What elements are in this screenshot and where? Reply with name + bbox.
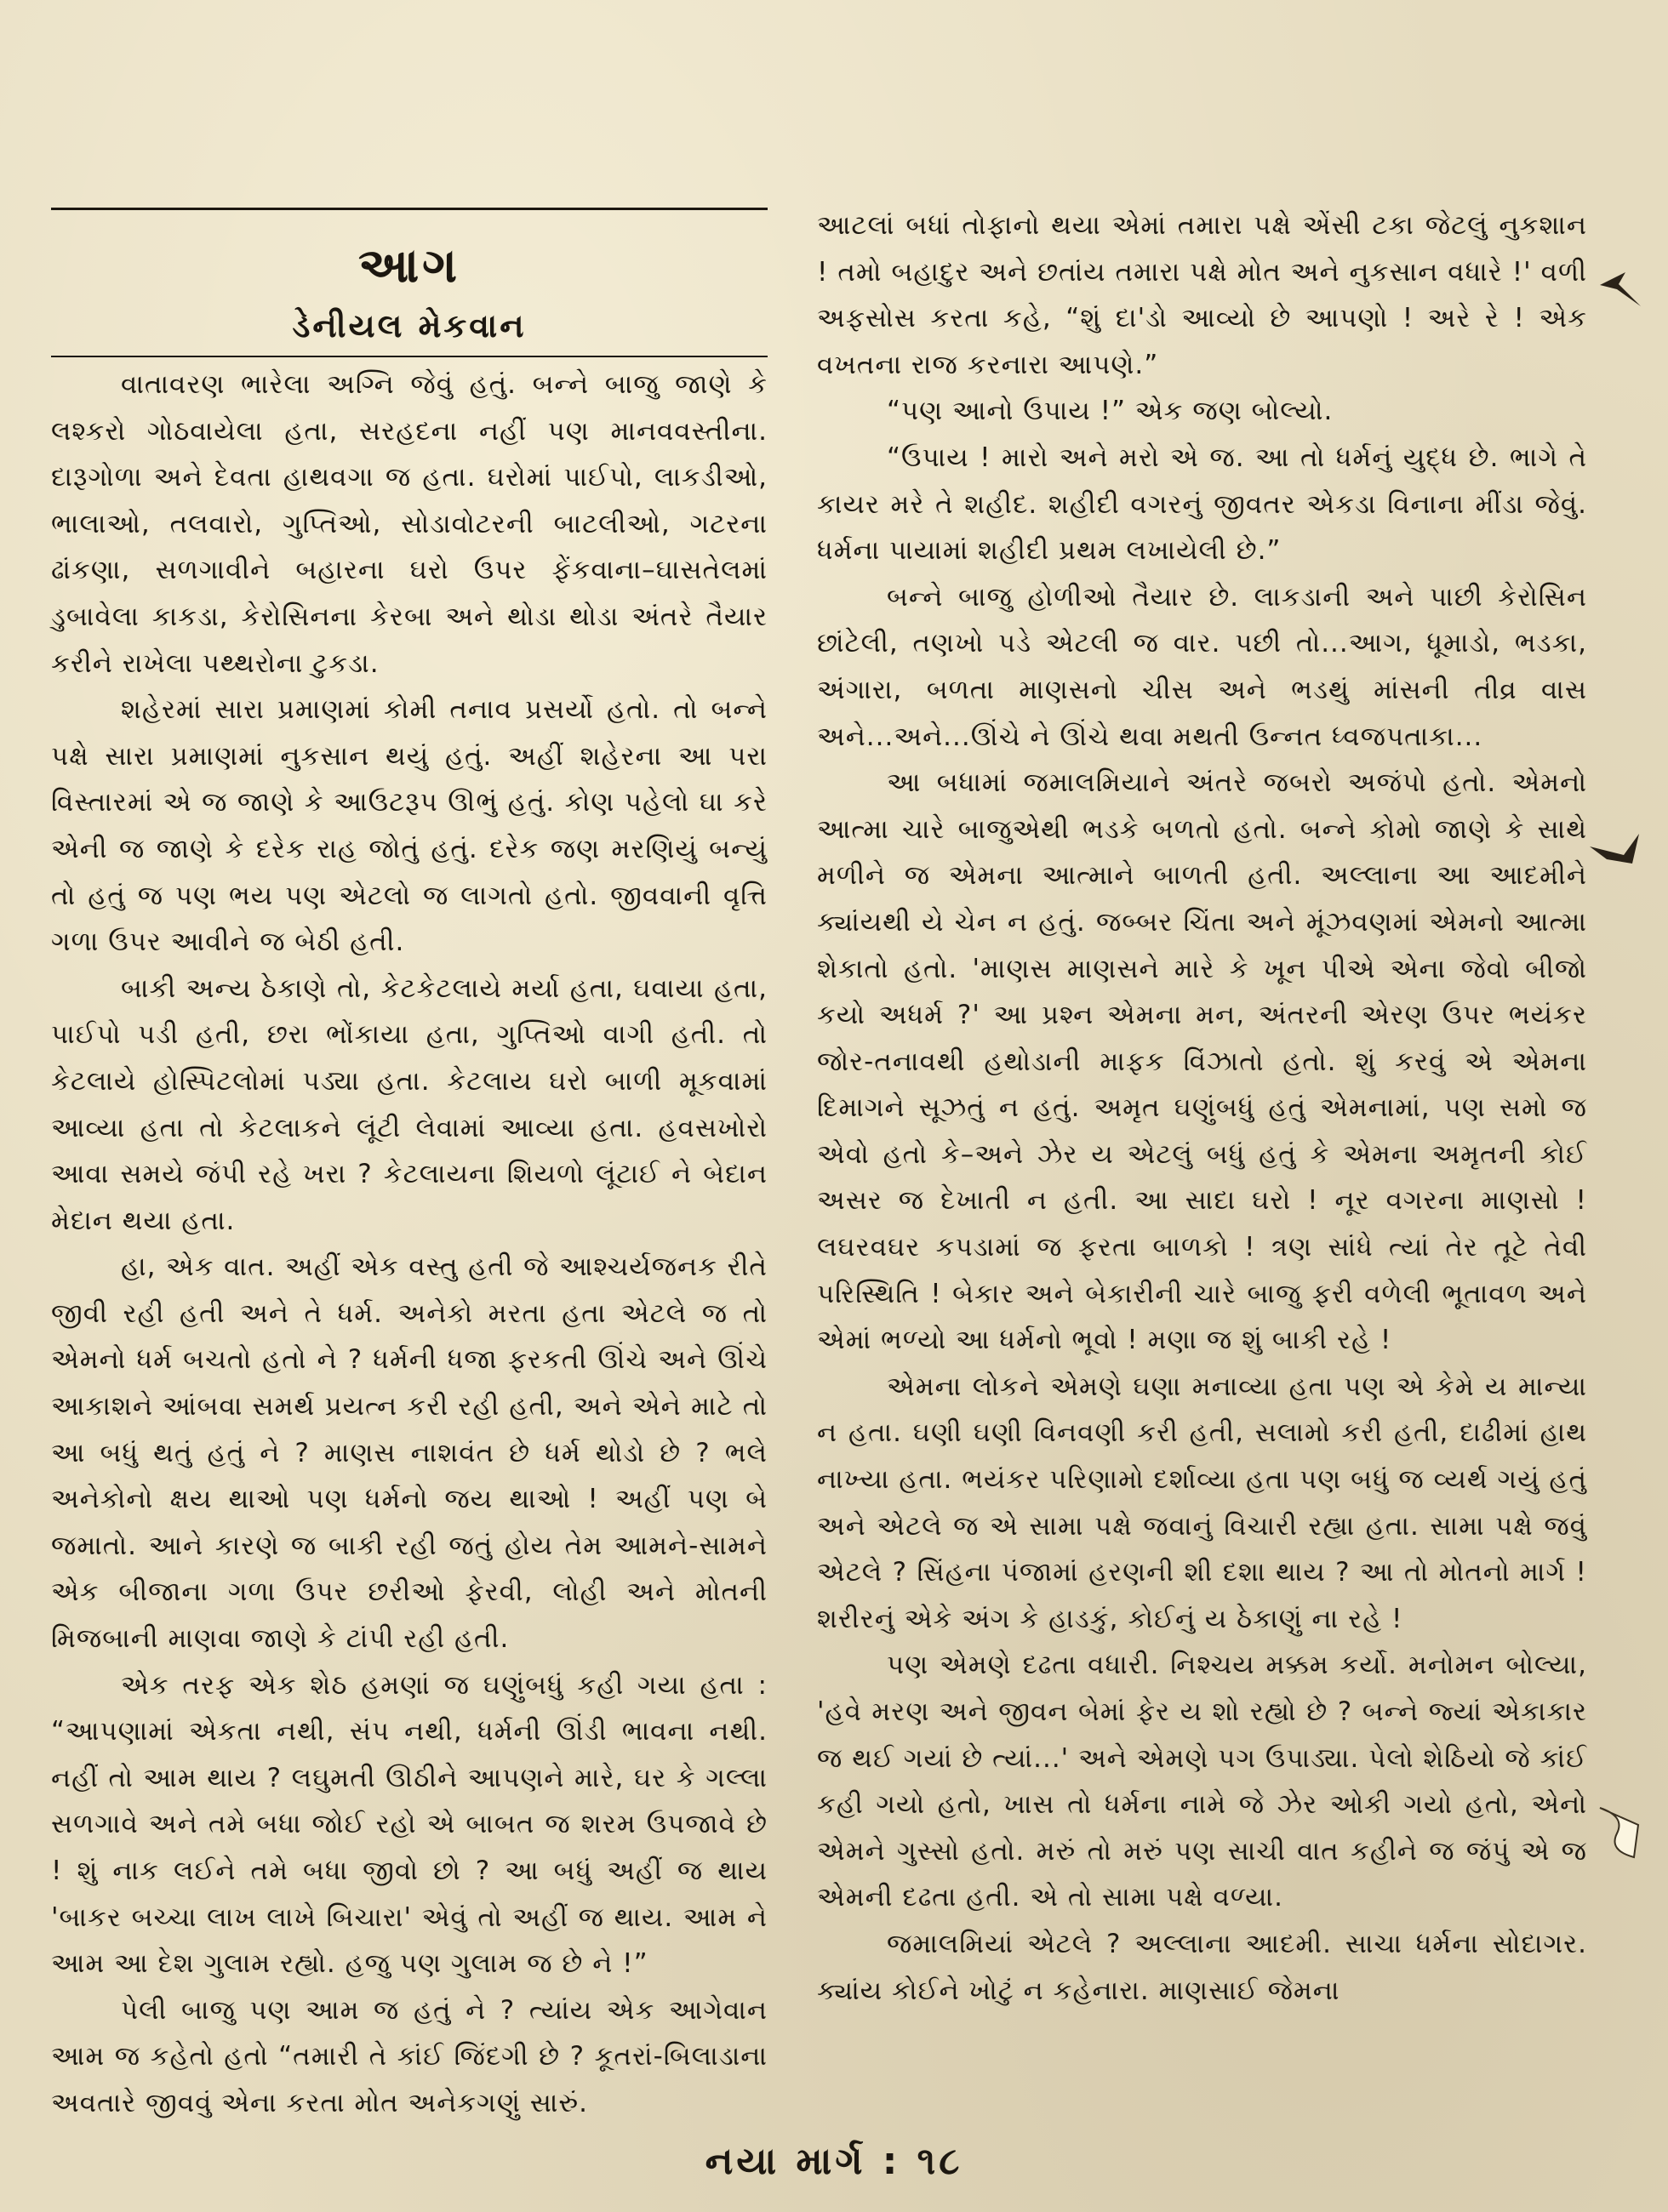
left-column xyxy=(51,362,768,2127)
author-bottom-rule xyxy=(51,356,768,357)
right-paragraph: “ઉપાય ! મારો અને મરો એ જ. આ તો ધર્મનું યુદ્ધ છે. ભાગે તે કાયર મરે તે શહીદ. શહીદી વગરનું જીવતર એકડા વિનાના મીંડા જેવું. ધર્મના પાયામાં શહીદી પ્રથમ લખાયેલી છે.” xyxy=(817,442,1587,567)
right-column xyxy=(817,202,1587,2014)
page-footer: નયા માર્ગ : ૧૮ xyxy=(705,2140,963,2183)
left-paragraph: વાતાવરણ ભારેલા અગ્નિ જેવું હતું. બન્ને બાજુ જાણે કે લશ્કરો ગોઠવાયેલા હતા, સરહદના નહીં પણ માનવવસ્તીના. દારૂગોળા અને દેવતા હાથવગા જ હતા. ઘરોમાં પાઈપો, લાકડીઓ, ભાલાઓ, તલવારો, ગુપ્તિઓ, સોડાવોટરની બાટલીઓ, ગટરના ઢાંકણા, સળગાવીને બહારના ઘરો ઉપર ફેંકવાના–ઘાસતેલમાં ડુબાવેલા કાકડા, કેરોસિનના કેરબા અને થોડા થોડા અંતરે તૈયાર કરીને રાખેલા પથ્થરોના ટુકડા. xyxy=(51,369,768,679)
right-paragraph: બન્ને બાજુ હોળીઓ તૈયાર છે. લાકડાની અને પાછી કેરોસિન છાંટેલી, તણખો પડે એટલી જ વાર. પછી તો...આગ, ધૂમાડો, ભડકા, અંગારા, બળતા માણસનો ચીસ અને ભડથું માંસની તીવ્ર વાસ અને...અને...ઊંચે ને ઊંચે થવા મથતી ઉન્નત ધ્વજપતાકા... xyxy=(817,581,1587,752)
paper-tear-mark xyxy=(1591,1799,1642,1859)
paper-tear-mark xyxy=(1600,255,1642,315)
right-paragraph: આટલાં બધાં તોફાનો થયા એમાં તમારા પક્ષે એંસી ટકા જેટલું નુકશાન ! તમો બહાદુર અને છતાંય તમારા પક્ષે મોત અને નુકસાન વધારે !' વળી અફસોસ કરતા કહે, “શું દા'ડો આવ્યો છે આપણો ! અરે રે ! એક વખતના રાજ કરનારા આપણે.” xyxy=(817,210,1587,380)
left-paragraph: હા, એક વાત. અહીં એક વસ્તુ હતી જે આશ્ચર્યજનક રીતે જીવી રહી હતી અને તે ધર્મ. અનેકો મરતા હતા એટલે જ તો એમનો ધર્મ બચતો હતો ને ? ધર્મની ધજા ફરકતી ઊંચે અને ઊંચે આકાશને આંબવા સમર્થ પ્રયત્ન કરી રહી હતી, અને એને માટે તો આ બધું થતું હતું ને ? માણસ નાશવંત છે ધર્મ થોડો છે ? ભલે અનેકોનો ક્ષય થાઓ પણ ધર્મનો જય થાઓ ! અહીં પણ બે જમાતો. આને કારણે જ બાકી રહી જતું હોય તેમ આમને-સામને એક બીજાના ગળા ઉપર છરીઓ ફેરવી, લોહી અને મોતની મિજબાની માણવા જાણે કે ટાંપી રહી હતી. xyxy=(51,1251,768,1655)
right-paragraph: એમના લોકને એમણે ઘણા મનાવ્યા હતા પણ એ કેમે ય માન્યા ન હતા. ઘણી ઘણી વિનવણી કરી હતી, સલામો કરી હતી, દાઢીમાં હાથ નાખ્યા હતા. ભયંકર પરિણામો દર્શાવ્યા હતા પણ બધું જ વ્યર્થ ગયું હતું અને એટલે જ એ સામા પક્ષે જવાનું વિચારી રહ્યા હતા. સામા પક્ષે જવું એટલે ? સિંહના પંજામાં હરણની શી દશા થાય ? આ તો મોતનો માર્ગ ! શરીરનું એકે અંગ કે હાડકું, કોઈનું ય ઠેકાણું ના રહે ! xyxy=(817,1371,1587,1634)
left-paragraph: શહેરમાં સારા પ્રમાણમાં કોમી તનાવ પ્રસર્યો હતો. તો બન્ને પક્ષે સારા પ્રમાણમાં નુકસાન થયું હતું. અહીં શહેરના આ પરા વિસ્તારમાં એ જ જાણે કે આઉટરૂપ ઊભું હતું. કોણ પહેલો ઘા કરે એની જ જાણે કે દરેક રાહ જોતું હતું. દરેક જણ મરણિયું બન્યું તો હતું જ પણ ભય પણ એટલો જ લાગતો હતો. જીવવાની વૃત્તિ ગળા ઉપર આવીને જ બેઠી હતી. xyxy=(51,694,768,958)
right-paragraph: પણ એમણે દઢતા વધારી. નિશ્ચય મક્કમ કર્યો. મનોમન બોલ્યા, 'હવે મરણ અને જીવન બેમાં ફેર ય શો રહ્યો છે ? બન્ને જ્યાં એકાકાર જ થઈ ગયાં છે ત્યાં...' અને એમણે પગ ઉપાડ્યા. પેલો શેઠિયો જે કાંઈ કહી ગયો હતો, ખાસ તો ધર્મના નામે જે ઝેર ઓકી ગયો હતો, એનો એમને ગુસ્સો હતો. મરું તો મરું પણ સાચી વાત કહીને જ જંપું એ જ એમની દઢતા હતી. એ તો સામા પક્ષે વળ્યા. xyxy=(817,1650,1587,1913)
article-title: આગ xyxy=(357,238,461,294)
right-paragraph: “પણ આનો ઉપાય !” એક જણ બોલ્યો. xyxy=(887,396,1334,427)
title-top-rule xyxy=(51,208,768,210)
left-paragraph: બાકી અન્ય ઠેકાણે તો, કેટકેટલાયે મર્યા હતા, ઘવાયા હતા, પાઈપો પડી હતી, છરા ભોંકાયા હતા, ગુપ્તિઓ વાગી હતી. તો કેટલાયે હોસ્પિટલોમાં પડ્યા હતા. કેટલાય ઘરો બાળી મૂકવામાં આવ્યા હતા તો કેટલાકને લૂંટી લેવામાં આવ્યા હતા. હવસખોરો આવા સમયે જંપી રહે ખરા ? કેટલાયના શિયળો લૂંટાઈ ને બેદાન મેદાન થયા હતા. xyxy=(51,972,768,1236)
right-paragraph: આ બધામાં જમાલમિયાને અંતરે જબરો અજંપો હતો. એમનો આત્મા ચારે બાજુએથી ભડકે બળતો હતો. બન્ને કોમો જાણે કે સાથે મળીને જ એમના આત્માને બાળતી હતી. અલ્લાના આ આદમીને ક્યાંયથી યે ચેન ન હતું. જબ્બર ચિંતા અને મૂંઝવણમાં એમનો આત્મા શેકાતો હતો. 'માણસ માણસને મારે કે ખૂન પીએ એના જેવો બીજો કયો અધર્મ ?' આ પ્રશ્ન એમના મન, અંતરની એરણ ઉપર ભયંકર જોર-તનાવથી હથોડાની માફક વિંઝાતો હતો. શું કરવું એ એમના દિમાગને સૂઝતું ન હતું. અમૃત ઘણુંબધું હતું એમનામાં, પણ સમો જ એવો હતો કે–અને ઝેર ય એટલું બધું હતું કે એમના અમૃતની કોઈ અસર જ દેખાતી ન હતી. આ સાદા ઘરો ! નૂર વગરના માણસો ! લઘરવઘર કપડામાં જ ફરતા બાળકો ! ત્રણ સાંધે ત્યાં તેર તૂટે તેવી પરિસ્થિતિ ! બેકાર અને બેકારીની ચારે બાજુ ફરી વળેલી ભૂતાવળ અને એમાં ભળ્યો આ ધર્મનો ભૂવો ! મણા જ શું બાકી રહે ! xyxy=(817,767,1587,1356)
article-author: ડેનીયલ મેકવાન xyxy=(292,307,527,345)
paper-tear-mark xyxy=(1590,830,1641,881)
right-paragraph: જમાલમિયાં એટલે ? અલ્લાના આદમી. સાચા ધર્મના સોદાગર. ક્યાંય કોઈને ખોટું ન કહેનારા. માણસાઈ જેમના xyxy=(817,1928,1587,2006)
left-paragraph: એક તરફ એક શેઠ હમણાં જ ઘણુંબધું કહી ગયા હતા : “આપણામાં એકતા નથી, સંપ નથી, ધર્મની ઊંડી ભાવના નથી. નહીં તો આમ થાય ? લઘુમતી ઊઠીને આપણને મારે, ઘર કે ગલ્લા સળગાવે અને તમે બધા જોઈ રહો એ બાબત જ શરમ ઉપજાવે છે ! શું નાક લઈને તમે બધા જીવો છો ? આ બધું અહીં જ થાય 'બાકર બચ્ચા લાખ લાખે બિચારા' એવું તો અહીં જ થાય. આમ ને આમ આ દેશ ગુલામ રહ્યો. હજુ પણ ગુલામ જ છે ને !” xyxy=(51,1669,768,1980)
left-paragraph: પેલી બાજુ પણ આમ જ હતું ને ? ત્યાંય એક આગેવાન આમ જ કહેતો હતો “તમારી તે કાંઈ જિંદગી છે ? કૂતરાં-બિલાડાના અવતારે જીવવું એના કરતા મોત અનેકગણું સારું. xyxy=(51,1994,768,2118)
